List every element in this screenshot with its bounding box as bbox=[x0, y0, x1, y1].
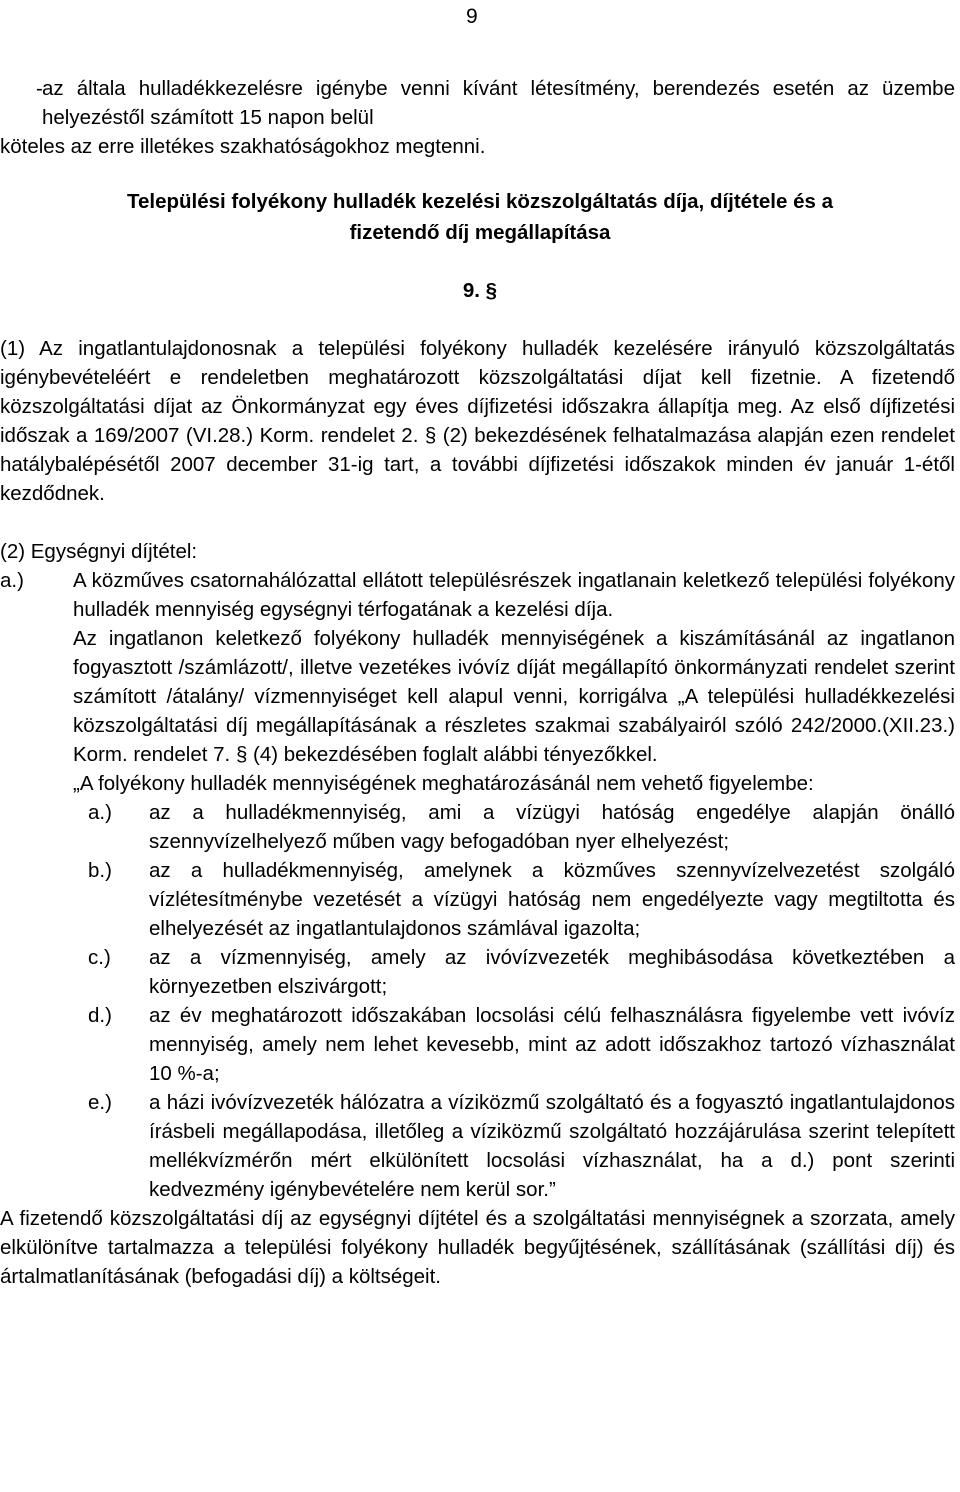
quote-intro: „A folyékony hulladék mennyiségének meghatározásánál nem vehető figyelembe: bbox=[73, 772, 814, 795]
exclusion-label: b.) bbox=[88, 859, 112, 882]
item-text: A közműves csatornahálózattal ellátott településrészek ingatlanain keletkező települési folyékony hulladék mennyiség egységnyi térfogatának a kezelési díja. bbox=[73, 569, 955, 621]
exclusion-label: d.) bbox=[88, 1004, 112, 1027]
exclusion-label: c.) bbox=[88, 946, 111, 969]
exclusion-text: az a hulladékmennyiség, amelynek a közműves szennyvízelvezetést szolgáló vízlétesítménybe vezetését a vízügyi hatóság nem engedélyezte vagy megtiltotta és elhelyezését az ingatlantulajdonos számlával igazolta; bbox=[149, 859, 955, 940]
paragraph-1: (1) Az ingatlantulajdonosnak a települési folyékony hulladék kezelésére irányuló közszolgáltatás igénybevételéért e rendeletben meghatározott közszolgáltatási díjat kell fizetnie. A fizetendő közszolgáltatási díjat az Önkormányzat egy éves díjfizetési időszakra állapítja meg. Az első díjfizetési időszak a 169/2007 (VI.28.) Korm. rendelet 2. § (2) bekezdésének felhatalmazása alapján ezen rendelet hatálybalépésétől 2007 december 31-ig tart, a további díjfizetési időszakok minden év január 1-étől kezdődnek. bbox=[0, 337, 955, 505]
closing-paragraph: A fizetendő közszolgáltatási díj az egységnyi díjtétel és a szolgáltatási mennyiségnek a szorzata, amely elkülönítve tartalmazza a települési folyékony hulladék begyűjtésének, szállításának (szállítási díj) és ártalmatlanításának (befogadási díj) a költségeit. bbox=[0, 1207, 955, 1288]
heading-line-1: Települési folyékony hulladék kezelési közszolgáltatás díja, díjtétele és a bbox=[127, 190, 833, 213]
section-body bbox=[0, 334, 955, 1291]
exclusion-label: e.) bbox=[88, 1091, 112, 1114]
section-heading bbox=[0, 186, 960, 248]
item-label: a.) bbox=[0, 569, 24, 592]
heading-line-2: fizetendő díj megállapítása bbox=[349, 221, 611, 244]
section-number: 9. § bbox=[462, 279, 498, 302]
page-number: 9 bbox=[466, 5, 478, 28]
exclusion-label: a.) bbox=[88, 801, 112, 824]
paragraph-2-title: (2) Egységnyi díjtétel: bbox=[0, 540, 198, 563]
intro-continuation: köteles az erre illetékes szakhatóságokhoz megtenni. bbox=[0, 135, 486, 158]
exclusion-list bbox=[73, 798, 955, 1204]
exclusion-item-b bbox=[73, 856, 955, 943]
exclusion-item-d bbox=[73, 1001, 955, 1088]
exclusion-item-c bbox=[73, 943, 955, 1001]
exclusion-text: az év meghatározott időszakában locsolási célú felhasználásra figyelembe vett ivóvíz mennyiség, amely nem lehet kevesebb, mint az adott időszakhoz tartozó vízhasználat 10 %-a; bbox=[149, 1004, 955, 1085]
exclusion-item-a bbox=[73, 798, 955, 856]
exclusion-text: az a hulladékmennyiség, ami a vízügyi hatóság engedélye alapján önálló szennyvízelhelyező műben vagy befogadóban nyer elhelyezést; bbox=[149, 801, 955, 853]
dash-bullet: - bbox=[36, 77, 43, 100]
exclusion-text: az a vízmennyiség, amely az ivóvízvezeték meghibásodása következtében a környezetben elszivárgott; bbox=[149, 946, 955, 998]
exclusion-text: a házi ivóvízvezeték hálózatra a víziközmű szolgáltató és a fogyasztó ingatlantulajdonos írásbeli megállapodása, illetőleg a víziközmű szolgáltató hozzájárulása szerint telepített mellékvízmérőn mért elkülönített locsolási vízhasználat, ha a d.) pont szerinti kedvezmény igénybevételére nem kerül sor.” bbox=[149, 1091, 955, 1201]
quantity-detail: Az ingatlanon keletkező folyékony hulladék mennyiségének a kiszámításánál az ingatlanon fogyasztott /számlázott/, illetve vezetékes ivóvíz díját megállapító önkormányzati rendelet szerint számított /átalány/ vízmennyiséget kell alapul venni, korrigálva „A települési hulladékkezelési közszolgáltatási díj megállapításának a részletes szakmai szabályairól szóló 242/2000.(XII.23.) Korm. rendelet 7. § (4) bekezdésében foglalt alábbi tényezőkkel. bbox=[73, 627, 955, 766]
intro-text: az általa hulladékkezelésre igénybe venni kívánt létesítmény, berendezés esetén az üzembe helyezéstől számított 15 napon belül bbox=[42, 77, 955, 129]
exclusion-item-e bbox=[73, 1088, 955, 1204]
intro-list-item bbox=[0, 74, 955, 161]
unit-rate-item bbox=[0, 566, 955, 624]
intro-dash-item bbox=[0, 74, 955, 132]
